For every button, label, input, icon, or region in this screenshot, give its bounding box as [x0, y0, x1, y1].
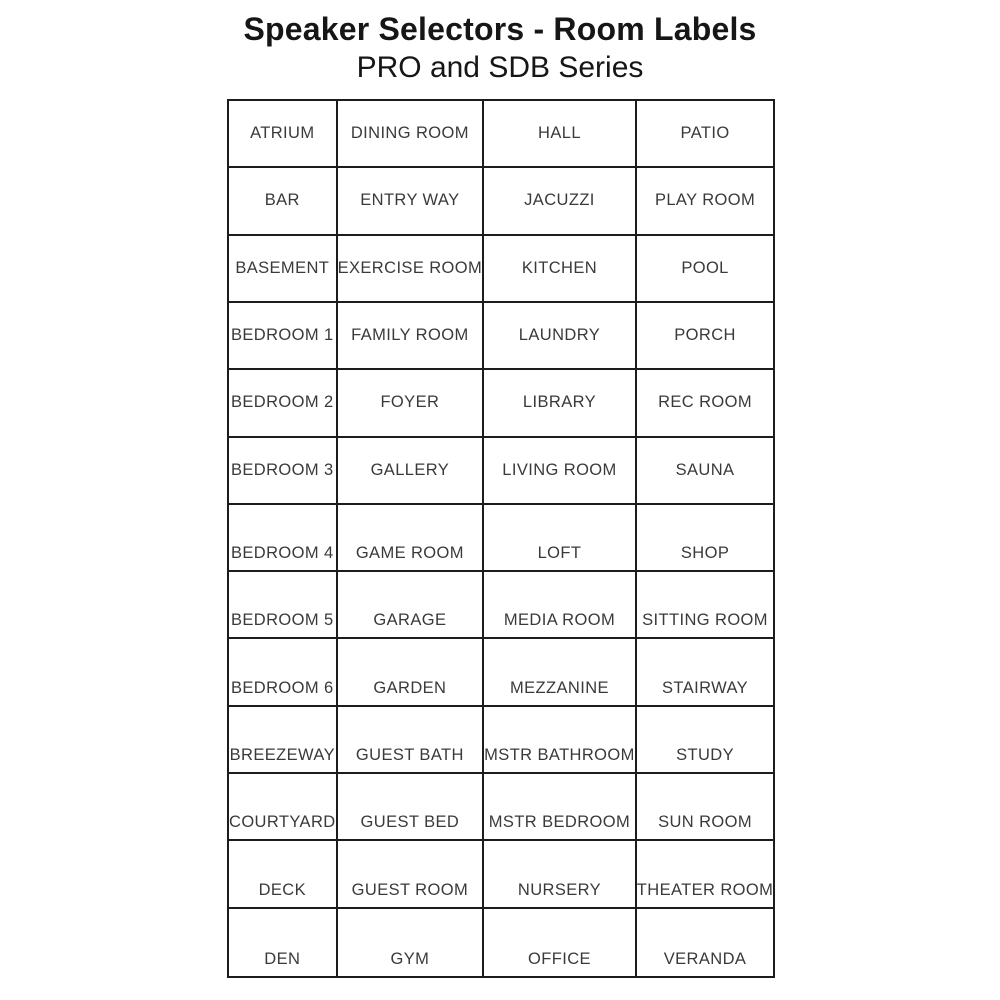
room-label-text: COURTYARD — [229, 813, 336, 832]
room-label-text: GARDEN — [373, 678, 447, 697]
room-label-cell — [484, 639, 637, 706]
room-label-text: MEDIA ROOM — [503, 611, 616, 630]
room-label-text: LIVING ROOM — [502, 460, 617, 479]
room-label-cell — [229, 303, 338, 370]
room-label-text: LIBRARY — [522, 393, 597, 412]
room-label-cell — [484, 438, 637, 505]
room-label-text: GUEST ROOM — [351, 880, 469, 899]
room-label-cell — [484, 841, 637, 908]
room-label-text: KITCHEN — [521, 258, 598, 277]
room-label-text: BEDROOM 1 — [230, 326, 334, 345]
room-label-text: BEDROOM 4 — [230, 544, 334, 563]
room-label-text: SAUNA — [675, 460, 735, 479]
room-label-cell — [338, 168, 485, 235]
page-title: Speaker Selectors - Room Labels — [243, 11, 757, 47]
sheet-header — [0, 10, 1000, 86]
room-label-cell — [338, 707, 485, 774]
room-label-cell — [484, 370, 637, 437]
room-label-cell — [229, 438, 338, 505]
room-label-text: OFFICE — [528, 950, 591, 968]
room-label-cell — [229, 639, 338, 706]
room-label-cell — [229, 909, 338, 976]
room-label-text: DECK — [258, 880, 307, 899]
room-label-text: DEN — [264, 950, 301, 968]
room-label-cell — [338, 572, 485, 639]
room-label-text: MEZZANINE — [510, 678, 609, 697]
room-label-cell — [229, 370, 338, 437]
room-label-cell — [637, 438, 774, 505]
room-label-text: SUN ROOM — [658, 813, 753, 832]
room-label-cell — [338, 841, 485, 908]
room-label-cell — [637, 774, 774, 841]
room-label-text: FOYER — [380, 393, 440, 412]
room-label-cell — [338, 774, 485, 841]
room-label-text: GAME ROOM — [355, 544, 464, 563]
room-label-text: SITTING ROOM — [642, 611, 768, 630]
room-label-text: JACUZZI — [524, 191, 595, 210]
room-label-cell — [637, 505, 774, 572]
room-label-cell — [229, 236, 338, 303]
room-label-text: BASEMENT — [235, 258, 330, 277]
room-label-text: THEATER ROOM — [636, 880, 774, 899]
room-label-text: GUEST BATH — [355, 746, 464, 765]
room-label-text: GALLERY — [370, 460, 450, 479]
room-label-text: BEDROOM 6 — [230, 678, 334, 697]
room-label-cell — [338, 909, 485, 976]
room-label-cell — [229, 774, 338, 841]
room-label-cell — [338, 505, 485, 572]
room-label-cell — [338, 438, 485, 505]
room-label-text: ENTRY WAY — [360, 191, 460, 210]
room-label-text: ATRIUM — [250, 124, 315, 143]
room-label-text: DINING ROOM — [350, 124, 469, 143]
room-label-cell — [338, 639, 485, 706]
room-label-cell — [484, 236, 637, 303]
room-label-cell — [637, 101, 774, 168]
page-subtitle: PRO and SDB Series — [356, 51, 644, 85]
room-label-cell — [229, 101, 338, 168]
room-label-cell — [637, 236, 774, 303]
room-label-cell — [229, 841, 338, 908]
room-label-text: NURSERY — [517, 880, 602, 899]
room-label-cell — [229, 168, 338, 235]
room-label-text: BEDROOM 5 — [230, 611, 334, 630]
room-label-cell — [484, 572, 637, 639]
room-label-cell — [338, 370, 485, 437]
room-label-cell — [484, 909, 637, 976]
room-label-text: PLAY ROOM — [654, 191, 756, 210]
room-label-cell — [637, 168, 774, 235]
room-label-cell — [229, 707, 338, 774]
room-label-cell — [338, 236, 485, 303]
room-label-cell — [484, 303, 637, 370]
room-label-text: MSTR BATHROOM — [484, 746, 635, 765]
room-label-cell — [637, 572, 774, 639]
room-label-cell — [637, 707, 774, 774]
room-label-text: GUEST BED — [360, 813, 460, 832]
room-label-text: PATIO — [680, 124, 730, 143]
room-label-text: SHOP — [680, 544, 730, 563]
room-label-text: HALL — [538, 124, 581, 143]
room-label-cell — [229, 505, 338, 572]
room-label-text: FAMILY ROOM — [351, 326, 469, 345]
room-label-cell — [484, 505, 637, 572]
room-label-cell — [338, 303, 485, 370]
room-label-text: REC ROOM — [658, 393, 753, 412]
room-label-cell — [484, 168, 637, 235]
room-label-text: STAIRWAY — [662, 678, 749, 697]
room-label-cell — [637, 909, 774, 976]
room-label-text: BAR — [264, 191, 300, 210]
room-label-cell — [484, 774, 637, 841]
room-label-text: LOFT — [537, 544, 582, 563]
room-label-cell — [637, 841, 774, 908]
room-label-text: BREEZEWAY — [229, 746, 335, 765]
room-label-grid — [227, 99, 775, 978]
room-label-text: POOL — [681, 258, 729, 277]
room-label-text: BEDROOM 3 — [230, 460, 334, 479]
room-label-text: GYM — [390, 950, 430, 968]
room-label-text: BEDROOM 2 — [230, 393, 334, 412]
room-label-text: VERANDA — [663, 950, 747, 968]
room-label-text: EXERCISE ROOM — [337, 258, 483, 277]
room-label-text: MSTR BEDROOM — [488, 813, 631, 832]
room-label-cell — [484, 707, 637, 774]
room-label-cell — [637, 639, 774, 706]
room-label-cell — [637, 303, 774, 370]
room-label-cell — [637, 370, 774, 437]
room-label-text: STUDY — [676, 746, 734, 765]
room-label-text: PORCH — [674, 326, 736, 345]
room-label-cell — [229, 572, 338, 639]
room-label-text: LAUNDRY — [518, 326, 601, 345]
room-label-cell — [338, 101, 485, 168]
room-label-cell — [484, 101, 637, 168]
room-label-text: GARAGE — [373, 611, 447, 630]
